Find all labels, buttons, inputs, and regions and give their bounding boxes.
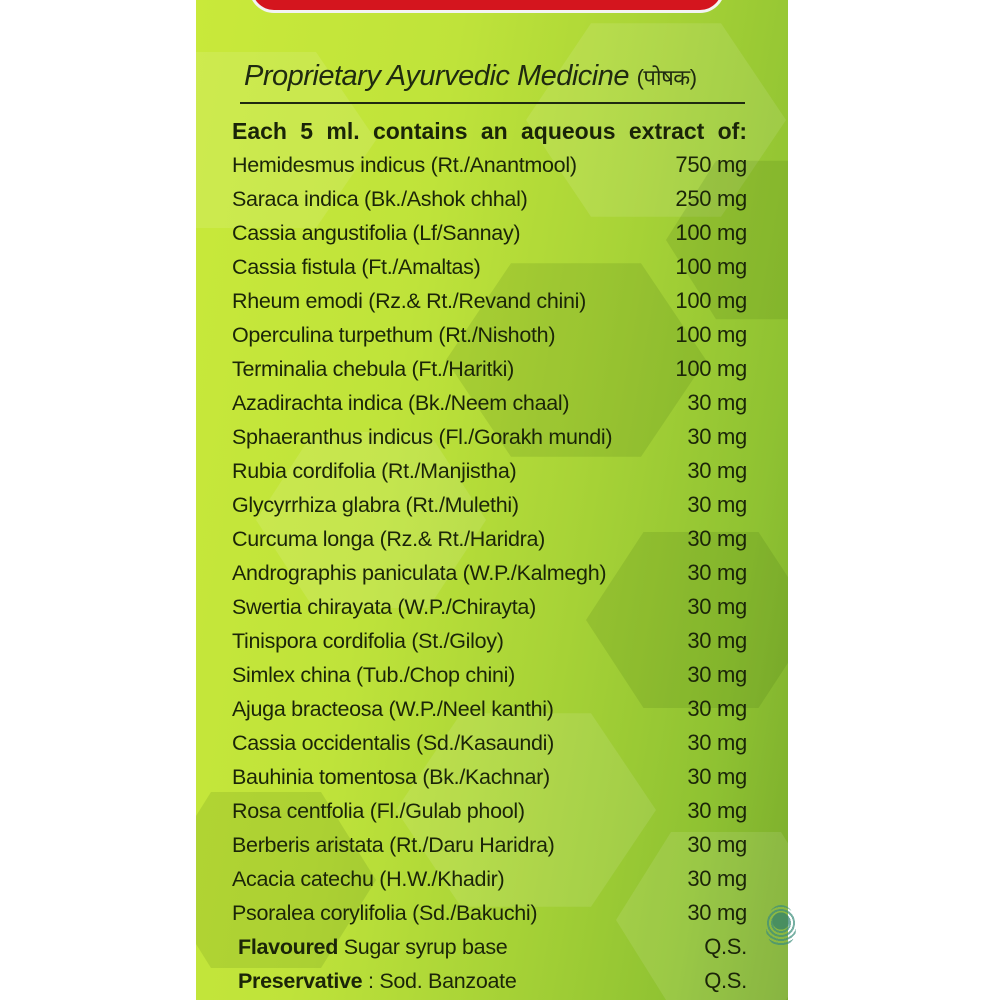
ingredient-name: Saraca indica (Bk./Ashok chhal) — [232, 186, 528, 211]
ingredient-row — [232, 148, 747, 182]
base-label-strong: Flavoured — [238, 934, 339, 959]
ingredient-row — [232, 794, 747, 828]
ingredient-qty: 100 mg — [675, 356, 747, 381]
product-title — [244, 60, 744, 93]
ingredient-qty: 750 mg — [675, 152, 747, 177]
ingredient-name: Curcuma longa (Rz.& Rt./Haridra) — [232, 526, 545, 551]
base-label — [238, 935, 507, 960]
title-underline — [240, 102, 745, 104]
ingredient-qty: 30 mg — [687, 594, 747, 619]
ingredient-qty: 30 mg — [687, 662, 747, 687]
preservative-label-rest: : Sod. Banzoate — [362, 968, 517, 993]
ingredient-name: Sphaeranthus indicus (Fl./Gorakh mundi) — [232, 424, 613, 449]
ingredient-name: Berberis aristata (Rt./Daru Haridra) — [232, 832, 555, 857]
ingredient-name: Swertia chirayata (W.P./Chirayta) — [232, 594, 536, 619]
ingredient-row — [232, 216, 747, 250]
ingredient-name: Cassia fistula (Ft./Amaltas) — [232, 254, 481, 279]
ingredient-name: Rubia cordifolia (Rt./Manjistha) — [232, 458, 517, 483]
ingredient-qty: 100 mg — [675, 322, 747, 347]
ingredient-qty: 30 mg — [687, 560, 747, 585]
ingredient-qty: 30 mg — [687, 492, 747, 517]
ingredient-row — [232, 284, 747, 318]
ingredient-qty: 30 mg — [687, 458, 747, 483]
base-qty: Q.S. — [704, 934, 747, 959]
title-hindi: (पोषक) — [636, 65, 697, 90]
title-english: Proprietary Ayurvedic Medicine — [244, 60, 629, 92]
ingredient-name: Terminalia chebula (Ft./Haritki) — [232, 356, 514, 381]
ingredient-row — [232, 624, 747, 658]
red-banner — [252, 0, 722, 10]
ingredient-row — [232, 250, 747, 284]
ingredient-qty: 30 mg — [687, 424, 747, 449]
ingredient-qty: 100 mg — [675, 254, 747, 279]
ingredient-name: Bauhinia tomentosa (Bk./Kachnar) — [232, 764, 550, 789]
ingredient-row — [232, 522, 747, 556]
ingredient-row — [232, 386, 747, 420]
ingredient-name: Tinispora cordifolia (St./Giloy) — [232, 628, 504, 653]
ingredient-qty: 100 mg — [675, 220, 747, 245]
ingredient-row — [232, 896, 747, 930]
ingredient-row — [232, 454, 747, 488]
base-row — [232, 930, 747, 964]
base-label-rest: Sugar syrup base — [338, 934, 508, 959]
ingredient-name: Hemidesmus indicus (Rt./Anantmool) — [232, 152, 577, 177]
ingredient-row — [232, 658, 747, 692]
ingredient-qty: 30 mg — [687, 832, 747, 857]
ingredient-qty: 100 mg — [675, 288, 747, 313]
ingredient-row — [232, 828, 747, 862]
ingredient-name: Azadirachta indica (Bk./Neem chaal) — [232, 390, 570, 415]
tree-logo-icon — [766, 905, 796, 945]
ingredient-row — [232, 692, 747, 726]
ingredient-qty: 30 mg — [687, 390, 747, 415]
ingredient-row — [232, 862, 747, 896]
ingredient-row — [232, 488, 747, 522]
ingredient-row — [232, 590, 747, 624]
ingredient-qty: 250 mg — [675, 186, 747, 211]
ingredient-row — [232, 318, 747, 352]
ingredient-name: Andrographis paniculata (W.P./Kalmegh) — [232, 560, 607, 585]
ingredient-qty: 30 mg — [687, 866, 747, 891]
ingredient-qty: 30 mg — [687, 628, 747, 653]
ingredient-qty: 30 mg — [687, 798, 747, 823]
ingredient-row — [232, 420, 747, 454]
ingredient-row — [232, 760, 747, 794]
preservative-row — [232, 964, 747, 998]
ingredient-name: Simlex china (Tub./Chop chini) — [232, 662, 515, 687]
ingredient-name: Rosa centfolia (Fl./Gulab phool) — [232, 798, 525, 823]
ingredient-name: Cassia occidentalis (Sd./Kasaundi) — [232, 730, 555, 755]
ingredient-row — [232, 352, 747, 386]
ingredient-name: Acacia catechu (H.W./Khadir) — [232, 866, 505, 891]
ingredient-qty: 30 mg — [687, 526, 747, 551]
ingredient-name: Rheum emodi (Rz.& Rt./Revand chini) — [232, 288, 586, 313]
preservative-label-strong: Preservative — [238, 968, 363, 993]
ingredient-name: Glycyrrhiza glabra (Rt./Mulethi) — [232, 492, 519, 517]
ingredient-qty: 30 mg — [687, 696, 747, 721]
ingredient-list — [232, 148, 747, 998]
ingredient-name: Operculina turpethum (Rt./Nishoth) — [232, 322, 556, 347]
ingredient-name: Cassia angustifolia (Lf/Sannay) — [232, 220, 521, 245]
ingredient-qty: 30 mg — [687, 764, 747, 789]
ingredient-name: Psoralea corylifolia (Sd./Bakuchi) — [232, 900, 538, 925]
ingredient-row — [232, 556, 747, 590]
preservative-qty: Q.S. — [704, 968, 747, 993]
composition-intro: Each 5 ml. contains an aqueous extract of: — [232, 118, 747, 144]
ingredient-row — [232, 182, 747, 216]
ingredient-qty: 30 mg — [687, 900, 747, 925]
ingredient-row — [232, 726, 747, 760]
preservative-label — [238, 969, 517, 994]
ingredient-name: Ajuga bracteosa (W.P./Neel kanthi) — [232, 696, 554, 721]
ingredient-qty: 30 mg — [687, 730, 747, 755]
